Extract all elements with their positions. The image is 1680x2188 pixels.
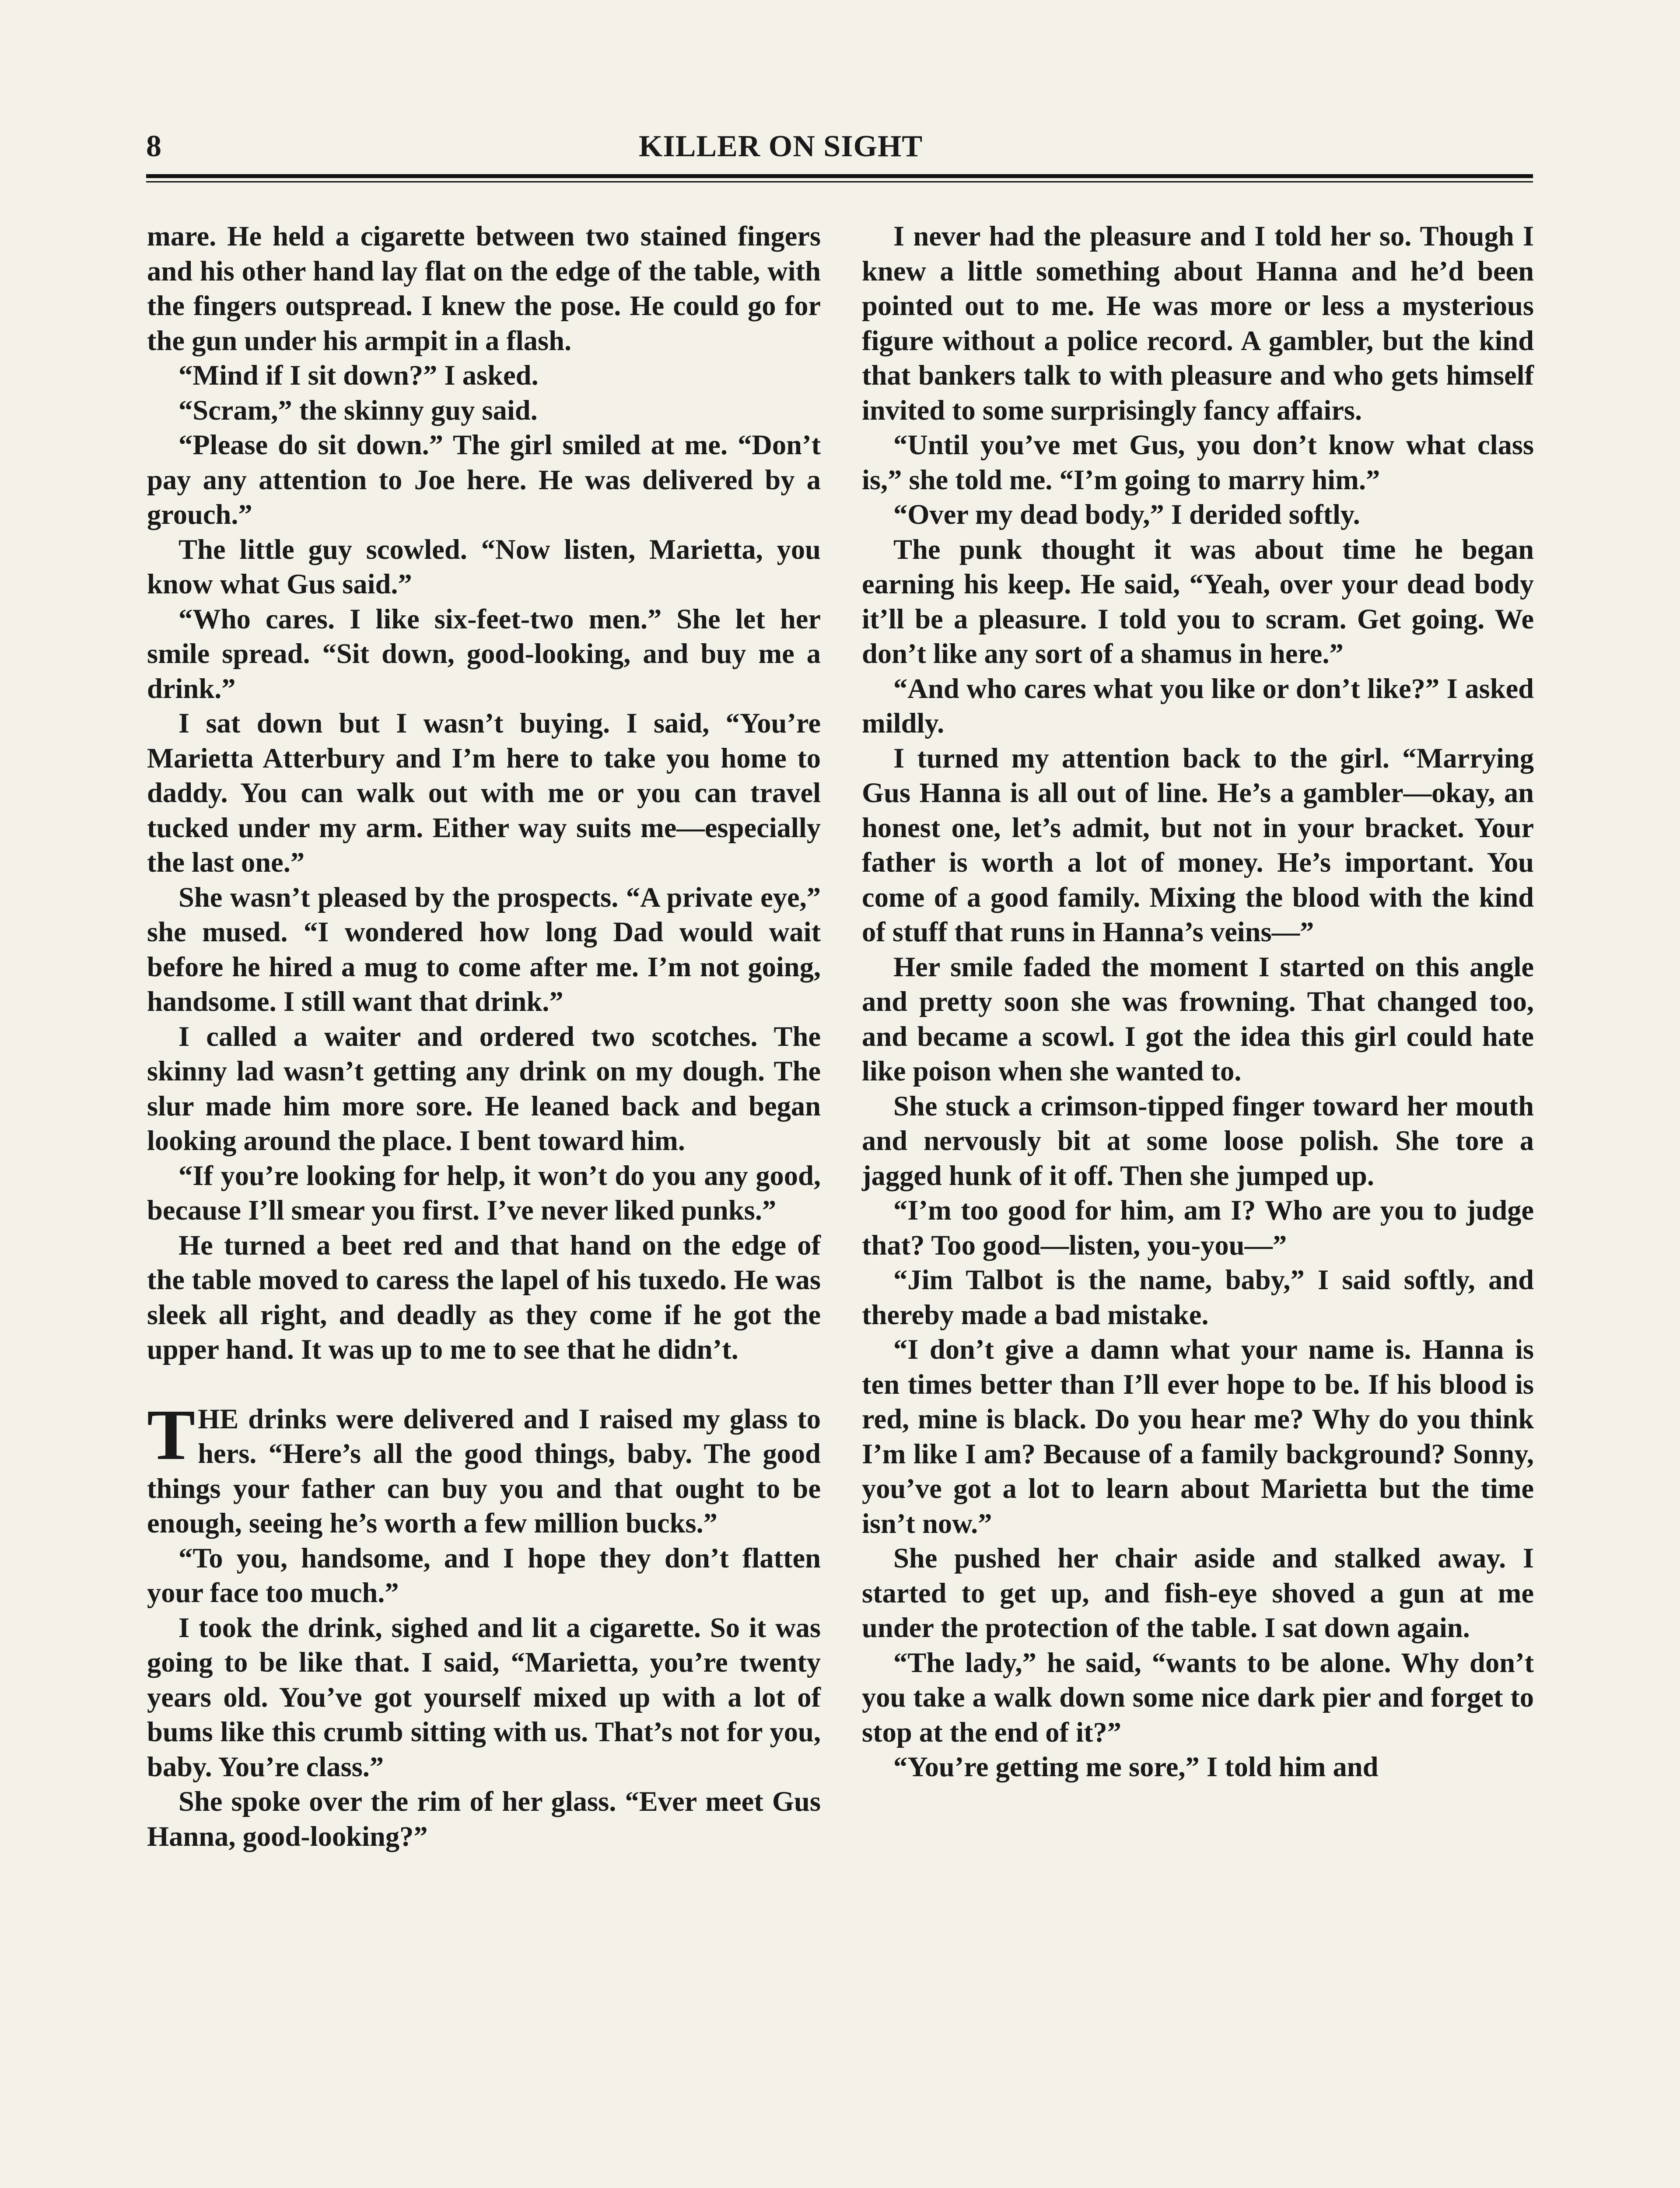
paragraph: “I don’t give a damn what your name is. Hanna is ten times better than I’ll ever hope to be. If his blood is red, mine is black. Do you hear me? Why do you think I’m like I am? Because of a family background? Sonny, you’ve got a lot to learn about Marietta but the time isn’t now.” <box>862 1334 1534 1539</box>
paragraph: The punk thought it was about time he began earning his keep. He said, “Yeah, over your dead body it’ll be a pleasure. I told you to scram. Get going. We don’t like any sort of a shamus in here.” <box>862 533 1534 669</box>
paragraph: She wasn’t pleased by the prospects. “A private eye,” she mused. “I wondered how long Dad would wait before he hired a mug to come after me. I’m not going, handsome. I still want that drink.” <box>147 881 821 1017</box>
paragraph: “To you, handsome, and I hope they don’t flatten your face too much.” <box>147 1542 821 1608</box>
dropcap-paragraph <box>147 1394 821 1541</box>
header-rule <box>146 174 1533 178</box>
paragraph: “You’re getting me sore,” I told him and <box>893 1751 1379 1782</box>
paragraph: The little guy scowled. “Now listen, Marietta, you know what Gus said.” <box>147 533 821 600</box>
paragraph: “Mind if I sit down?” I asked. <box>178 360 539 391</box>
paragraph: I turned my attention back to the girl. “Marrying Gus Hanna is all out of line. He’s a gambler—okay, an honest one, let’s admit, but not in your bracket. Your father is worth a lot of money. He’s important. You come of a good family. Mixing the blood with the kind of stuff that runs in Hanna’s veins—” <box>862 742 1534 947</box>
paragraph: She spoke over the rim of her glass. “Ever meet Gus Hanna, good-looking?” <box>147 1786 821 1852</box>
drop-cap: T <box>147 1394 196 1475</box>
paragraph: She pushed her chair aside and stalked away. I started to get up, and fish-eye shoved a gun at me under the protection of the table. I sat down again. <box>862 1543 1534 1643</box>
paragraph: I took the drink, sighed and lit a cigarette. So it was going to be like that. I said, “Marietta, you’re twenty years old. You’ve got yourself mixed up with a lot of bums like this crumb sitting with us. That’s not for you, baby. You’re class.” <box>147 1612 821 1782</box>
paragraph: “Who cares. I like six-feet-two men.” She let her smile spread. “Sit down, good-looking, and buy me a drink.” <box>147 603 821 704</box>
paragraph: “Please do sit down.” The girl smiled at me. “Don’t pay any attention to Joe here. He was delivered by a grouch.” <box>147 429 821 530</box>
paragraph: “And who cares what you like or don’t like?” I asked mildly. <box>862 673 1534 739</box>
paragraph: Her smile faded the moment I started on this angle and pretty soon she was frowning. That changed too, and became a scowl. I got the idea this girl could hate like poison when she wanted to. <box>862 951 1534 1087</box>
paragraph: “Until you’ve met Gus, you don’t know what class is,” she told me. “I’m going to marry him.” <box>862 429 1534 495</box>
paragraph: “The lady,” he said, “wants to be alone. Why don’t you take a walk down some nice dark pier and forget to stop at the end of it?” <box>862 1647 1534 1748</box>
dropcap-text: HE drinks were delivered and I raised my glass to hers. “Here’s all the good things, baby. The good things your father can buy you and that ought to be enough, seeing he’s worth a few million bucks.” <box>147 1403 821 1539</box>
running-head-title: KILLER ON SIGHT <box>639 130 923 163</box>
paragraph: I never had the pleasure and I told her so. Though I knew a little something about Hanna and he’d been pointed out to me. He was more or less a mysterious figure without a police record. A gambler, but the kind that bankers talk to with pleasure and who gets himself invited to some surprisingly fancy affairs. <box>862 221 1534 426</box>
paragraph: “If you’re looking for help, it won’t do you any good, because I’ll smear you first. I’ve never liked punks.” <box>147 1160 821 1226</box>
paragraph: mare. He held a cigarette between two stained fingers and his other hand lay flat on the edge of the table, with the fingers outspread. I knew the pose. He could go for the gun under his armpit in a flash. <box>147 221 821 356</box>
header-rule-thin <box>146 181 1533 182</box>
paragraph: She stuck a crimson-tipped finger toward her mouth and nervously bit at some loose polish. She tore a jagged hunk of it off. Then she jumped up. <box>862 1090 1534 1191</box>
left-column <box>147 219 821 1854</box>
right-column <box>862 219 1534 1785</box>
paragraph: He turned a beet red and that hand on the edge of the table moved to caress the lapel of his tuxedo. He was sleek all right, and deadly as they come if he got the upper hand. It was up to me to see that he didn’t. <box>147 1229 821 1365</box>
paragraph: I called a waiter and ordered two scotches. The skinny lad wasn’t getting any drink on my dough. The slur made him more sore. He leaned back and began looking around the place. I bent toward him. <box>147 1020 821 1156</box>
paragraph: “Over my dead body,” I derided softly. <box>893 499 1360 530</box>
paragraph: “Jim Talbot is the name, baby,” I said softly, and thereby made a bad mistake. <box>862 1264 1534 1330</box>
paragraph: I sat down but I wasn’t buying. I said, “You’re Marietta Atterbury and I’m here to take you home to daddy. You can walk out with me or you can travel tucked under my arm. Either way suits me—especially the last one.” <box>147 708 821 878</box>
paragraph: “Scram,” the skinny guy said. <box>178 394 538 426</box>
page-number: 8 <box>146 130 161 163</box>
paragraph: “I’m too good for him, am I? Who are you to judge that? Too good—listen, you-you—” <box>862 1195 1534 1261</box>
